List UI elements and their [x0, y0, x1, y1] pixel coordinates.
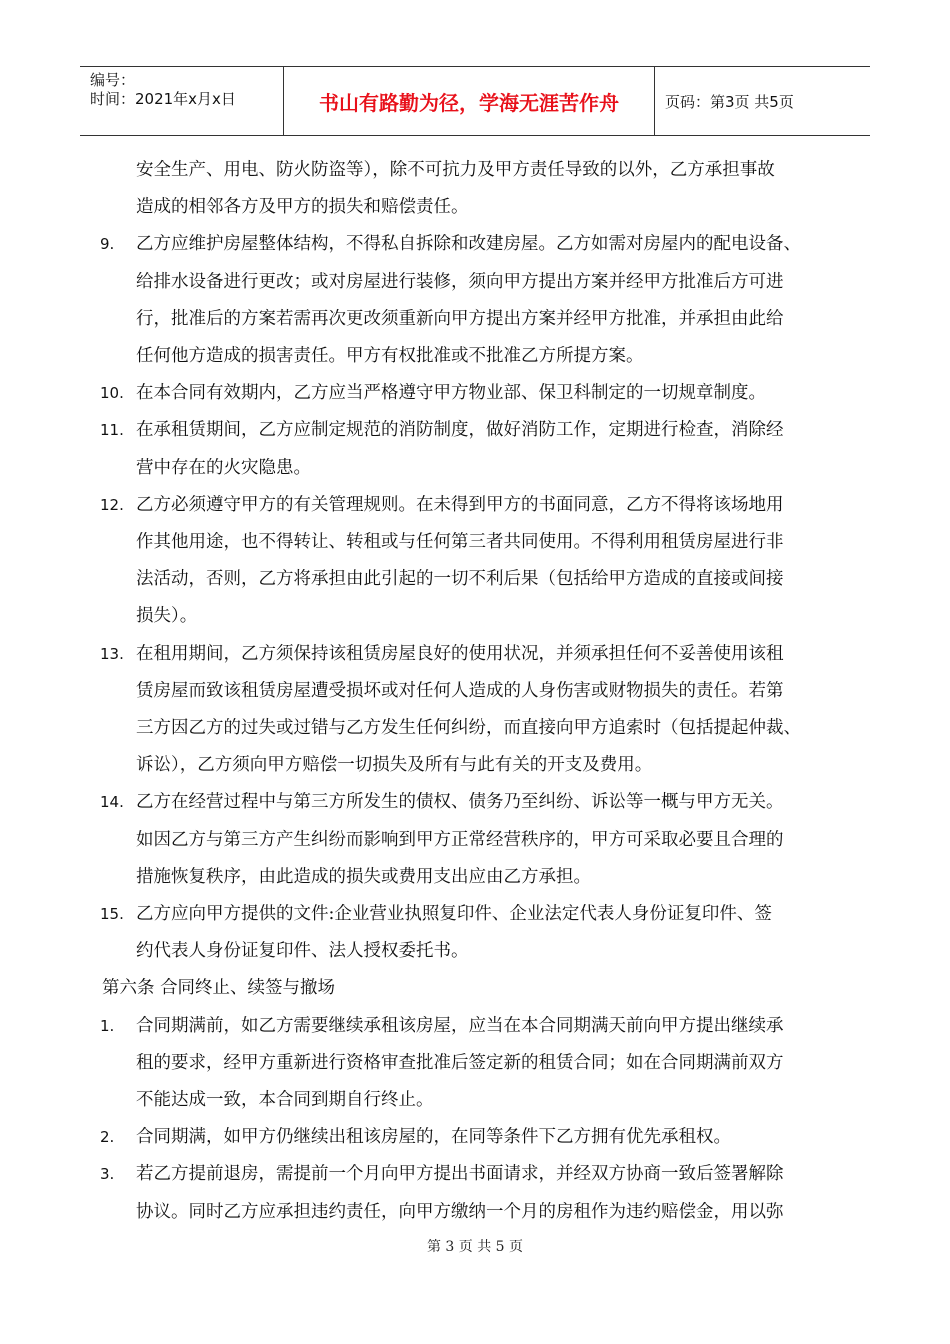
item-number: 14.	[100, 793, 124, 812]
text-line: 乙方必须遵守甲方的有关管理规则。在未得到甲方的书面同意，乙方不得将该场地用	[136, 494, 784, 515]
list-item	[100, 226, 860, 375]
text-line: 如因乙方与第三方产生纠纷而影响到甲方正常经营秩序的，甲方可采取必要且合理的	[136, 829, 784, 850]
text-line: 不能达成一致，本合同到期自行终止。	[136, 1090, 434, 1111]
list-item	[100, 636, 860, 785]
text-line: 租的要求，经甲方重新进行资格审查批准后签定新的租赁合同；如在合同期满前双方	[136, 1052, 784, 1073]
section6-list	[100, 1008, 860, 1231]
text-line: 若乙方提前退房，需提前一个月向甲方提出书面请求，并经双方协商一致后签署解除	[136, 1164, 784, 1185]
item-number: 13.	[100, 644, 124, 663]
list-item	[100, 487, 860, 636]
text-line: 协议。同时乙方应承担违约责任，向甲方缴纳一个月的房租作为违约赔偿金，用以弥	[136, 1201, 784, 1222]
text-line: 在承租赁期间，乙方应制定规范的消防制度，做好消防工作，定期进行检查，消除经	[136, 420, 784, 441]
text-line: 作其他用途，也不得转让、转租或与任何第三者共同使用。不得利用租赁房屋进行非	[136, 532, 784, 553]
document-number-label: 编号：	[90, 71, 136, 89]
text-line: 法活动，否则，乙方将承担由此引起的一切不利后果（包括给甲方造成的直接或间接	[136, 569, 784, 590]
text-line: 任何他方造成的损害责任。甲方有权批准或不批准乙方所提方案。	[136, 346, 644, 367]
document-time-label: 时间：2021年x月x日	[90, 90, 236, 108]
list-item	[100, 1156, 860, 1230]
page-header	[80, 66, 870, 136]
item-number: 15.	[100, 905, 124, 924]
header-motto: 书山有路勤为径，学海无涯苦作舟	[283, 67, 655, 135]
text-line: 乙方在经营过程中与第三方所发生的债权、债务乃至纠纷、诉讼等一概与甲方无关。	[136, 792, 784, 813]
section5-list	[100, 226, 860, 970]
list-item	[100, 1119, 860, 1156]
list-item	[100, 412, 860, 486]
list-item	[100, 896, 860, 970]
item-number: 1.	[100, 1016, 115, 1035]
item-number: 2.	[100, 1128, 115, 1147]
page-footer: 第 3 页 共 5 页	[426, 1239, 524, 1255]
text-line: 合同期满，如甲方仍继续出租该房屋的，在同等条件下乙方拥有优先承租权。	[136, 1127, 731, 1148]
list-item	[100, 1008, 860, 1120]
header-page-code: 页码：第3页 共5页	[665, 92, 794, 111]
text-line: 赁房屋而致该租赁房屋遭受损坏或对任何人造成的人身伤害或财物损失的责任。若第	[136, 680, 784, 701]
text-line: 乙方应向甲方提供的文件:企业营业执照复印件、企业法定代表人身份证复印件、签	[136, 904, 772, 925]
text-line: 在租用期间，乙方须保持该租赁房屋良好的使用状况，并须承担任何不妥善使用该租	[136, 643, 784, 664]
document-body	[100, 152, 860, 1231]
text-line: 约代表人身份证复印件、法人授权委托书。	[136, 941, 469, 962]
text-line: 造成的相邻各方及甲方的损失和赔偿责任。	[136, 197, 469, 218]
text-line: 在本合同有效期内，乙方应当严格遵守甲方物业部、保卫科制定的一切规章制度。	[136, 383, 766, 404]
article6-title: 第六条 合同终止、续签与撤场	[102, 978, 336, 999]
list-item	[100, 375, 860, 412]
text-line: 营中存在的火灾隐患。	[136, 457, 311, 478]
text-line: 行，批准后的方案若需再次更改须重新向甲方提出方案并经甲方批准，并承担由此给	[136, 308, 784, 329]
item-number: 3.	[100, 1165, 115, 1184]
list-item	[100, 784, 860, 896]
text-line: 诉讼），乙方须向甲方赔偿一切损失及所有与此有关的开支及费用。	[136, 755, 653, 776]
text-line: 给排水设备进行更改；或对房屋进行装修，须向甲方提出方案并经甲方批准后方可进	[136, 271, 784, 292]
text-line: 安全生产、用电、防火防盗等），除不可抗力及甲方责任导致的以外，乙方承担事故	[136, 160, 775, 180]
item-number: 12.	[100, 495, 124, 514]
header-meta	[80, 67, 283, 135]
text-line: 措施恢复秩序，由此造成的损失或费用支出应由乙方承担。	[136, 866, 591, 887]
text-line: 三方因乙方的过失或过错与乙方发生任何纠纷，而直接向甲方追索时（包括提起仲裁、	[136, 718, 801, 739]
item-number: 11.	[100, 421, 124, 440]
item-number: 10.	[100, 384, 124, 403]
text-line: 损失）。	[136, 606, 198, 627]
item-number: 9.	[100, 235, 115, 254]
intro-continuation	[100, 152, 860, 226]
text-line: 合同期满前，如乙方需要继续承租该房屋，应当在本合同期满天前向甲方提出继续承	[136, 1015, 784, 1036]
text-line: 乙方应维护房屋整体结构，不得私自拆除和改建房屋。乙方如需对房屋内的配电设备、	[136, 234, 801, 255]
